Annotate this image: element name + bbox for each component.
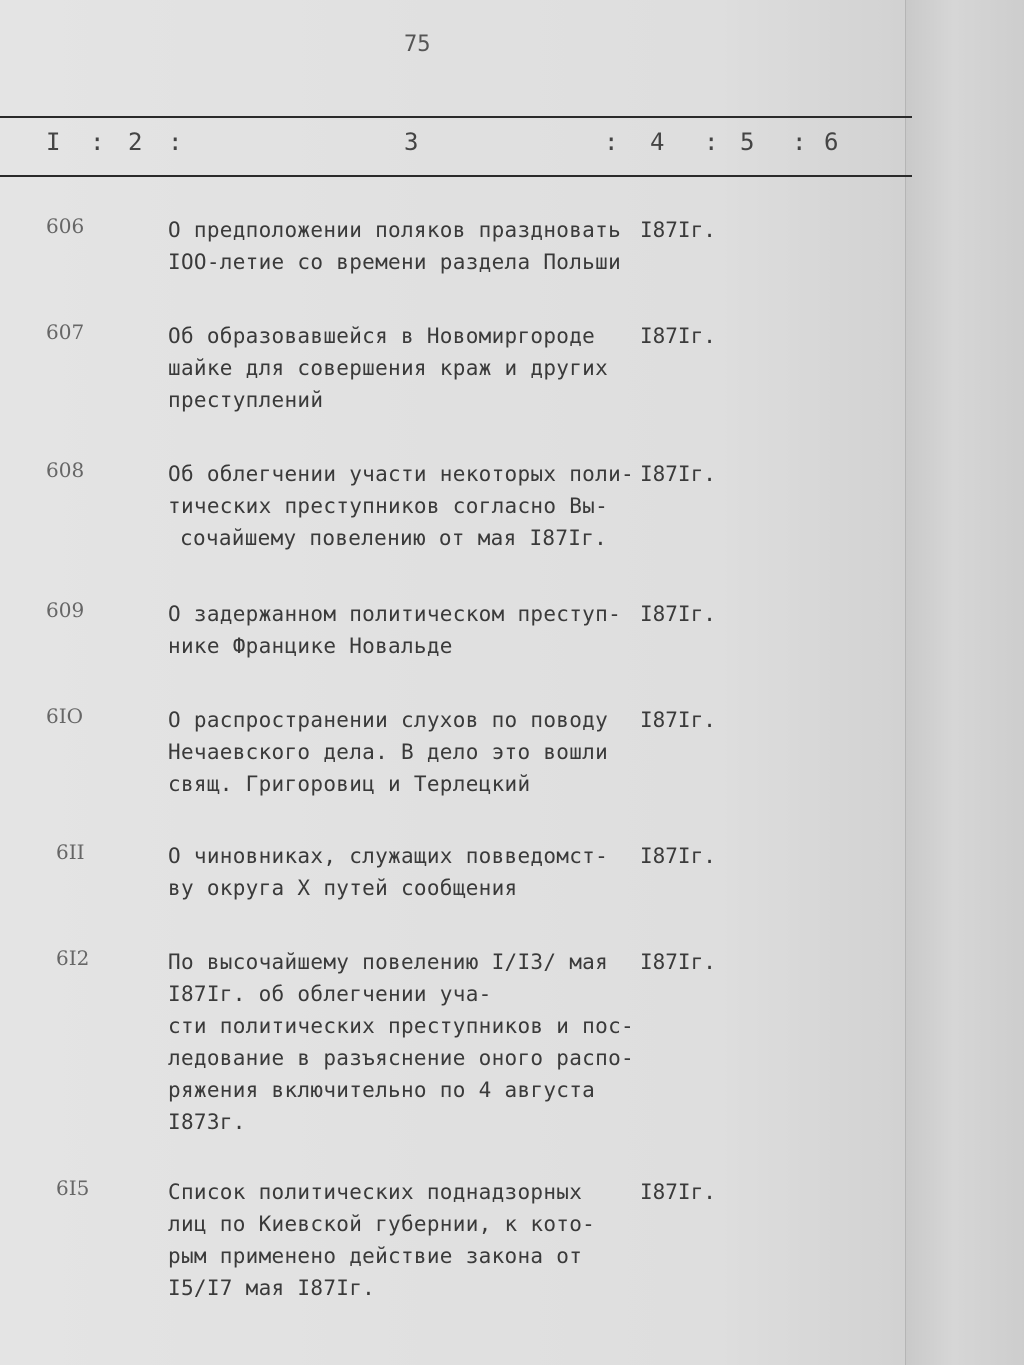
column-number-1: I	[46, 128, 61, 156]
entry-number: 606	[46, 214, 85, 238]
entry-year: I87Iг.	[640, 324, 716, 348]
entry-line: свящ. Григоровиц и Терлецкий	[168, 772, 531, 796]
entry-line: I87Iг. об облегчении уча-	[168, 982, 492, 1006]
entry-line: О чиновниках, служащих повведомст-	[168, 844, 609, 868]
entry-description	[168, 320, 638, 416]
entry-line: О предположении поляков праздновать	[168, 218, 622, 242]
entry-year: I87Iг.	[640, 218, 716, 242]
column-number-6: 6	[824, 128, 839, 156]
entry-line: сочайшему повелению от мая I87Iг.	[180, 526, 608, 550]
entry-description	[168, 598, 638, 662]
entry-line: преступлений	[168, 388, 324, 412]
entry-line: О распространении слухов по поводу	[168, 708, 609, 732]
entry-line: Список политических поднадзорных	[168, 1180, 583, 1204]
column-separator: :	[604, 128, 619, 156]
entry-line: ледование в разъяснение оного распо-	[168, 1046, 634, 1070]
entry-number: 609	[46, 598, 85, 622]
entry-year: I87Iг.	[640, 1180, 716, 1204]
entry-year: I87Iг.	[640, 602, 716, 626]
entry-description	[168, 214, 638, 278]
column-separator: :	[792, 128, 807, 156]
entry-year: I87Iг.	[640, 950, 716, 974]
entry-line: рым применено действие закона от	[168, 1244, 583, 1268]
entry-line: сти политических преступников и пос-	[168, 1014, 634, 1038]
entry-number: 607	[46, 320, 85, 344]
entry-year: I87Iг.	[640, 708, 716, 732]
entry-description	[168, 946, 638, 1138]
entry-line: нике Францике Новальде	[168, 634, 453, 658]
column-separator: :	[90, 128, 105, 156]
header-rule-top	[0, 116, 912, 118]
page-fold-shadow	[905, 0, 1024, 1365]
entry-line: ряжения включительно по 4 августа	[168, 1078, 596, 1102]
entry-line: По высочайшему повелению I/I3/ мая	[168, 950, 609, 974]
entry-number: 608	[46, 458, 85, 482]
entry-number: 6II	[56, 840, 85, 864]
column-number-2: 2	[128, 128, 143, 156]
header-rule-bottom	[0, 175, 912, 177]
entry-description	[168, 704, 638, 800]
entry-number: 6IO	[46, 704, 84, 728]
entry-year: I87Iг.	[640, 462, 716, 486]
column-separator: :	[704, 128, 719, 156]
entry-line: IOO-летие со времени раздела Польши	[168, 250, 622, 274]
entry-line: тических преступников согласно Вы-	[168, 494, 609, 518]
column-number-3: 3	[404, 128, 419, 156]
column-number-4: 4	[650, 128, 665, 156]
entry-line: Нечаевского дела. В дело это вошли	[168, 740, 609, 764]
entry-line: Об образовавшейся в Новомиргороде	[168, 324, 596, 348]
entry-line: I5/I7 мая I87Iг.	[168, 1276, 376, 1300]
entry-line: ву округа X путей сообщения	[168, 876, 518, 900]
entry-line: лиц по Киевской губернии, к кото-	[168, 1212, 596, 1236]
entry-line: Об облегчении участи некоторых поли-	[168, 462, 634, 486]
entry-description	[168, 840, 638, 904]
entry-description	[168, 1176, 638, 1304]
entry-line: I873г.	[168, 1110, 246, 1134]
column-number-5: 5	[740, 128, 755, 156]
page-number: 75	[404, 32, 431, 57]
entry-year: I87Iг.	[640, 844, 716, 868]
entry-line: шайке для совершения краж и других	[168, 356, 609, 380]
entry-number: 6I2	[56, 946, 90, 970]
entry-number: 6I5	[56, 1176, 90, 1200]
entry-description	[168, 458, 638, 554]
column-separator: :	[168, 128, 183, 156]
entry-line: О задержанном политическом преступ-	[168, 602, 622, 626]
